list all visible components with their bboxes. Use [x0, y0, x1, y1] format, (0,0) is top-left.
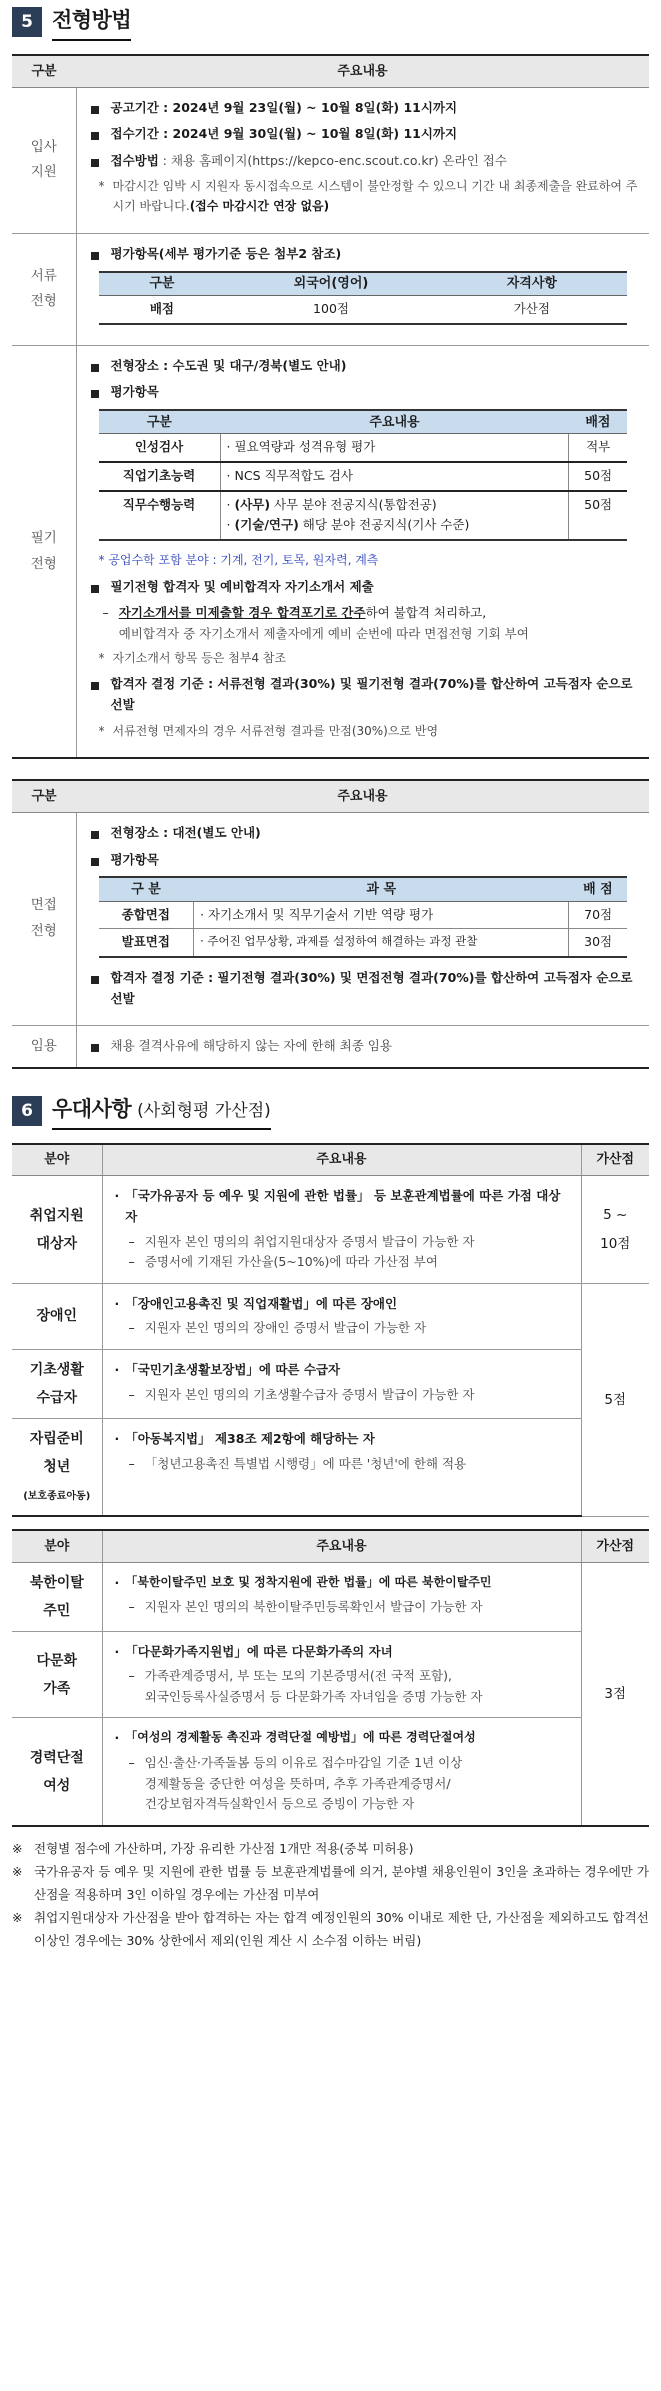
period-label: 공고기간: [110, 99, 159, 115]
header-field: 분야: [12, 1144, 102, 1176]
list-item: [89, 850, 640, 871]
row-score: 5점: [581, 1283, 649, 1516]
list-item: [89, 1036, 640, 1057]
header-field: 분야: [12, 1530, 102, 1562]
table-row-disabled: [12, 1283, 649, 1349]
detail-text: 지원자 본인 명의의 취업지원대상자 증명서 발급이 가능한 자: [144, 1233, 475, 1249]
table-row-career-break: [12, 1718, 649, 1826]
essay-note: * 자기소개서 항목 등은 첨부4 참조: [89, 649, 640, 669]
category-label: 취업지원 대상자: [29, 1207, 84, 1252]
section-5-heading: [12, 4, 649, 40]
written-score-table: [99, 409, 627, 541]
category-sub-label: (보호종료아동): [23, 1491, 91, 1503]
essay-warning: 자기소개서를 미제출할 경우 합격포기로 간주: [118, 605, 366, 621]
header-content: 주요내용: [102, 1144, 581, 1176]
detail-text: 「청년고용촉진 특별법 시행령」에 따른 '청년'에 한해 적용: [144, 1455, 467, 1471]
inner-header: 배 점: [569, 877, 627, 901]
inner-row-label: 직무수행능력: [99, 491, 221, 540]
inner-cell: 가산점: [437, 296, 627, 324]
detail-item: – 지원자 본인 명의의 취업지원대상자 증명서 발급이 가능한 자: [115, 1232, 571, 1253]
row-category: [12, 1631, 102, 1718]
square-bullet-icon: [91, 364, 99, 372]
inner-row-label: 종합면접: [99, 901, 194, 929]
inner-score: 70점: [569, 901, 627, 929]
detail-text: 외국인등록사실증명서 등 다문화가족 자녀임을 증명 가능한 자: [144, 1688, 483, 1704]
table-row-apply: [12, 87, 649, 233]
inner-header: 배점: [569, 410, 627, 434]
footnote-mark: ※: [12, 1864, 23, 1880]
interview-place: 전형장소 : 대전(별도 안내): [110, 824, 261, 840]
list-item: [89, 244, 640, 265]
score-value: 5 ~ 10점: [600, 1207, 631, 1252]
inner-header: 외국어(영어): [225, 272, 436, 296]
row-content-document: [76, 233, 649, 345]
note-star: *: [98, 179, 105, 194]
sub-text: 사무 분야 전공지식(통합전공): [270, 496, 437, 512]
inner-score: 50점: [569, 491, 627, 540]
row-content: [102, 1562, 581, 1631]
row-content: [102, 1350, 581, 1419]
square-bullet-icon: [91, 831, 99, 839]
category-label: 기초생활 수급자: [29, 1362, 84, 1407]
row-category-document: [12, 233, 76, 345]
detail-item: – 「청년고용촉진 특별법 시행령」에 따른 '청년'에 한해 적용: [115, 1454, 571, 1475]
detail-item: – 지원자 본인 명의의 북한이탈주민등록확인서 발급이 가능한 자: [115, 1597, 571, 1618]
footnotes: [12, 1837, 649, 1953]
square-bullet-icon: [91, 390, 99, 398]
row-category: [12, 1419, 102, 1517]
square-bullet-icon: [91, 682, 99, 690]
row-content: [102, 1176, 581, 1284]
written-pass-criteria: 합격자 결정 기준 : 서류전형 결과(30%) 및 필기전형 결과(70%)를 합산하여 고득점자 순으로 선발: [110, 676, 633, 713]
footnote-text: 취업지원대상자 가산점을 받아 합격하는 자는 합격 예정인원의 30% 이내로 제한 단, 가산점을 제외하고도 합격선 이상인 경우에는 30% 상한에서 제외(인원 계산 시 소수점 이하는 버림): [34, 1910, 649, 1949]
table-row-hire: [12, 1026, 649, 1068]
essay-rest: 하여 불합격 처리하고,: [365, 605, 487, 621]
row-content-written: [76, 345, 649, 758]
footnote-item: [12, 1860, 649, 1906]
apply-note: [89, 177, 640, 217]
math-subject-note: * 공업수학 포함 분야 : 기계, 전기, 토목, 원자력, 계측: [98, 552, 379, 567]
hire-text: 채용 결격사유에 해당하지 않는 자에 한해 최종 임용: [110, 1038, 392, 1054]
sub-text: 해당 분야 전공지식(기사 수준): [298, 517, 470, 533]
pass-note: * 서류전형 면제자의 경우 서류전형 결과를 만점(30%)으로 반영: [89, 722, 640, 742]
list-item: [89, 968, 640, 1009]
header-content: 주요내용: [76, 780, 649, 812]
essay-detail: – 자기소개서를 미제출할 경우 합격포기로 간주하여 불합격 처리하고, 예비합격자 중 자기소개서 제출자에게 예비 순번에 따라 면접전형 기회 부여: [102, 605, 529, 642]
method-value: : 채용 홈페이지(https://kepco-enc.scout.co.kr) 온라인 접수: [158, 152, 507, 168]
interview-table: [12, 779, 649, 1068]
list-item: · 「아동복지법」 제38조 제2항에 해당하는 자: [115, 1429, 571, 1450]
law-text: 「국민기초생활보장법」에 따른 수급자: [125, 1362, 341, 1378]
footnote-text: 전형별 점수에 가산하며, 가장 유리한 가산점 1개만 적용(중복 미허용): [34, 1840, 414, 1856]
list-item: · 「북한이탈주민 보호 및 정착지원에 관한 법률」에 따른 북한이탈주민: [115, 1573, 571, 1594]
inner-header: 자격사항: [437, 272, 627, 296]
header-category: 구분: [12, 55, 76, 87]
section-number-badge: 5: [12, 7, 42, 37]
header-category: 구분: [12, 780, 76, 812]
inner-header: 과 목: [194, 877, 569, 901]
header-content: 주요내용: [102, 1530, 581, 1562]
detail-item: – 임신·출산·가족돌봄 등의 이유로 접수마감일 기준 1년 이상 경제활동을 중단한 여성을 뜻하며, 추후 가족관계증명서/ 건강보험자격득실확인서 등으로 증빙이 가능한 자: [128, 1755, 463, 1812]
inner-header: 구분: [99, 272, 226, 296]
table-header-row: [12, 780, 649, 812]
row-category-written: [12, 345, 76, 758]
detail-item: – 가족관계증명서, 부 또는 모의 기본증명서(전 국적 포함), 외국인등록사실증명서 등 다문화가족 자녀임을 증명 가능한 자: [128, 1668, 483, 1704]
law-text: 「다문화가족지원법」에 따른 다문화가족의 자녀: [125, 1643, 393, 1659]
table-row-written: [12, 345, 649, 758]
table-header-row: [12, 1144, 649, 1176]
row-content: [102, 1419, 581, 1517]
category-label: 입사 지원: [30, 138, 57, 181]
detail-text: 지원자 본인 명의의 북한이탈주민등록확인서 발급이 가능한 자: [144, 1599, 483, 1615]
note-bold: (접수 마감시간 연장 없음): [189, 199, 330, 214]
row-content-interview: [76, 812, 649, 1025]
header-content: 주요내용: [76, 55, 649, 87]
table-row-job-support: [12, 1176, 649, 1284]
list-item: [89, 356, 640, 377]
inner-header: 구 분: [99, 877, 194, 901]
written-place: 전형장소 : 수도권 및 대구/경북(별도 안내): [110, 357, 347, 373]
category-label: 면접 전형: [30, 897, 57, 940]
table-row-interview: [12, 812, 649, 1025]
square-bullet-icon: [91, 132, 99, 140]
section-title-wrap: [52, 1092, 271, 1131]
section-number-badge: 6: [12, 1096, 42, 1126]
footnote-item: [12, 1837, 649, 1860]
table-header-row: [12, 1530, 649, 1562]
inner-score: 적부: [569, 434, 627, 462]
receipt-label: 접수기간: [110, 126, 159, 142]
inner-cell: · 필요역량과 성격유형 평가: [220, 434, 569, 462]
list-item: [89, 124, 640, 145]
section-subtitle: (사회형평 가산점): [137, 1100, 271, 1121]
table-row-youth: [12, 1419, 649, 1517]
square-bullet-icon: [91, 585, 99, 593]
table-header-row: [12, 55, 649, 87]
document-score-table: [99, 271, 627, 325]
square-bullet-icon: [91, 1044, 99, 1052]
square-bullet-icon: [91, 252, 99, 260]
square-bullet-icon: [91, 858, 99, 866]
detail-text: 증명서에 기재된 가산율(5~10%)에 따라 가산점 부여: [144, 1254, 438, 1270]
footnote-mark: ※: [12, 1910, 23, 1926]
detail-item: – 지원자 본인 명의의 기초생활수급자 증명서 발급이 가능한 자: [115, 1385, 571, 1406]
period-value: : 2024년 9월 23일(월) ~ 10월 8일(화) 11시까지: [158, 99, 458, 115]
detail-text: 건강보험자격득실확인서 등으로 증빙이 가능한 자: [144, 1796, 415, 1812]
inner-row-label: 인성검사: [99, 434, 221, 462]
section-6-heading: [12, 1093, 649, 1129]
law-text: 「장애인고용촉진 및 직업재활법」에 따른 장애인: [125, 1295, 398, 1311]
row-category: [12, 1350, 102, 1419]
list-item: [89, 674, 640, 715]
method-label: 접수방법: [110, 152, 159, 168]
detail-text: 지원자 본인 명의의 기초생활수급자 증명서 발급이 가능한 자: [144, 1386, 475, 1402]
header-score: 가산점: [581, 1530, 649, 1562]
inner-row-label: 직업기초능력: [99, 462, 221, 491]
receipt-value: : 2024년 9월 30일(월) ~ 10월 8일(화) 11시까지: [158, 126, 458, 142]
interview-score-table: [99, 876, 627, 958]
list-item: [89, 577, 640, 598]
row-category: [12, 1562, 102, 1631]
category-label: 다문화 가족: [36, 1652, 78, 1697]
square-bullet-icon: [91, 106, 99, 114]
preference-table-1: [12, 1143, 649, 1517]
list-item: · 「여성의 경제활동 촉진과 경력단절 예방법」에 따른 경력단절여성: [115, 1728, 571, 1749]
sub-bold: (기술/연구): [234, 517, 299, 533]
note-text: 마감시간 임박 시 지원자 동시접속으로 시스템이 불안정할 수 있으니 기간 내 최종제출을 완료하여 주시기 바랍니다.: [112, 179, 638, 214]
row-content: [102, 1283, 581, 1349]
row-category: 장애인: [12, 1283, 102, 1349]
list-item: · 「국가유공자 등 예우 및 지원에 관한 법률」 등 보훈관계법률에 따른 가점 대상자: [115, 1186, 571, 1227]
interview-pass-criteria: 합격자 결정 기준 : 필기전형 결과(30%) 및 면접전형 결과(70%)를 합산하여 고득점자 순으로 선발: [110, 969, 633, 1006]
row-content-apply: [76, 87, 649, 233]
interview-eval: 평가항목: [110, 851, 159, 867]
detail-text: 임신·출산·가족돌봄 등의 이유로 접수마감일 기준 1년 이상: [144, 1755, 463, 1771]
essay-line2: 예비합격자 중 자기소개서 제출자에게 예비 순번에 따라 면접전형 기회 부여: [118, 626, 529, 642]
footnote-item: [12, 1906, 649, 1952]
inner-cell: · 자기소개서 및 직무기술서 기반 역량 평가: [194, 901, 569, 929]
category-label: 북한이탈 주민: [29, 1574, 84, 1619]
row-category-interview: [12, 812, 76, 1025]
preference-table-2: [12, 1529, 649, 1827]
list-item: · 「다문화가족지원법」에 따른 다문화가족의 자녀: [115, 1642, 571, 1663]
law-text: 「북한이탈주민 보호 및 정착지원에 관한 법률」에 따른 북한이탈주민: [125, 1574, 492, 1589]
inner-row-label: 발표면접: [99, 929, 194, 957]
category-label: 서류 전형: [30, 267, 57, 310]
list-item: [89, 823, 640, 844]
row-content: [102, 1631, 581, 1718]
inner-score: 50점: [569, 462, 627, 491]
list-item: · 「국민기초생활보장법」에 따른 수급자: [115, 1360, 571, 1381]
category-label: 필기 전형: [30, 529, 57, 572]
detail-text: 경제활동을 중단한 여성을 뜻하며, 추후 가족관계증명서/: [144, 1775, 451, 1791]
selection-method-table: [12, 54, 649, 759]
row-content-hire: [76, 1026, 649, 1068]
row-content: [102, 1718, 581, 1826]
inner-cell: · 주어진 업무상황, 과제를 설정하여 해결하는 과정 관찰: [194, 929, 569, 957]
square-bullet-icon: [91, 159, 99, 167]
eval-item-title: 평가항목(세부 평가기준 등은 첨부2 참조): [110, 245, 342, 261]
inner-cell: · NCS 직무적합도 검사: [220, 462, 569, 491]
footnote-text: 국가유공자 등 예우 및 지원에 관한 법률 등 보훈관계법률에 의거, 분야별 채용인원이 3인을 초과하는 경우에만 가산점을 적용하며 3인 이하일 경우에는 가산점 미부여: [34, 1864, 649, 1903]
section-title: 우대사항: [52, 1096, 132, 1121]
inner-cell: · (사무) 사무 분야 전공지식(통합전공) · (기술/연구) 해당 분야 전공지식(기사 수준): [220, 491, 569, 540]
inner-header: 구분: [99, 410, 221, 434]
inner-cell: 100점: [225, 296, 436, 324]
category-label: 자립준비 청년: [29, 1431, 84, 1476]
table-row-document: [12, 233, 649, 345]
law-text: 「여성의 경제활동 촉진과 경력단절 예방법」에 따른 경력단절여성: [125, 1730, 476, 1745]
detail-item: – 지원자 본인 명의의 장애인 증명서 발급이 가능한 자: [115, 1318, 571, 1339]
law-text: 「아동복지법」 제38조 제2항에 해당하는 자: [125, 1431, 375, 1447]
table-row-north-korean: [12, 1562, 649, 1631]
row-category-apply: [12, 87, 76, 233]
note-text: 서류전형 면제자의 경우 서류전형 결과를 만점(30%)으로 반영: [112, 723, 439, 738]
section-title: 전형방법: [52, 3, 131, 42]
written-eval: 평가항목: [110, 384, 159, 400]
row-score: [581, 1176, 649, 1284]
header-score: 가산점: [581, 1144, 649, 1176]
detail-text: 지원자 본인 명의의 장애인 증명서 발급이 가능한 자: [144, 1320, 427, 1336]
footnote-mark: ※: [12, 1840, 23, 1856]
square-bullet-icon: [91, 976, 99, 984]
detail-text: 가족관계증명서, 부 또는 모의 기본증명서(전 국적 포함),: [144, 1668, 452, 1684]
row-score: 3점: [581, 1562, 649, 1826]
table-row-multicultural: [12, 1631, 649, 1718]
row-category-hire: 임용: [12, 1026, 76, 1068]
essay-title: 필기전형 합격자 및 예비합격자 자기소개서 제출: [110, 578, 374, 594]
list-item: [89, 151, 640, 172]
list-item: [89, 98, 640, 119]
note-text: 자기소개서 항목 등은 첨부4 참조: [112, 650, 287, 665]
list-item: · 「장애인고용촉진 및 직업재활법」에 따른 장애인: [115, 1294, 571, 1315]
row-category: [12, 1176, 102, 1284]
category-label: 경력단절 여성: [29, 1749, 84, 1794]
detail-item: – 증명서에 기재된 가산율(5~10%)에 따라 가산점 부여: [115, 1252, 571, 1273]
inner-cell: 배점: [99, 296, 226, 324]
row-category: [12, 1718, 102, 1826]
sub-bold: (사무): [234, 496, 271, 512]
table-row-basic-living: [12, 1350, 649, 1419]
inner-header: 주요내용: [220, 410, 569, 434]
list-item: [89, 382, 640, 403]
inner-score: 30점: [569, 929, 627, 957]
law-text: 「국가유공자 등 예우 및 지원에 관한 법률」 등 보훈관계법률에 따른 가점 대상자: [125, 1188, 561, 1224]
